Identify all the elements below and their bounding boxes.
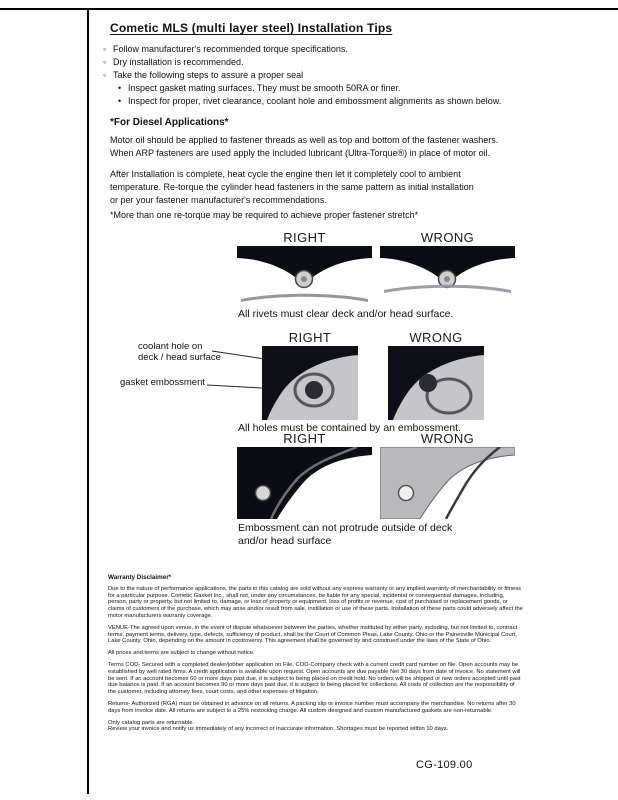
right-label: RIGHT <box>283 230 326 245</box>
text-line: or per your fastener manufacturer's recommendations. <box>110 195 327 205</box>
list-subitem: • Inspect gasket mating surfaces. They must be smooth 50RA or finer. <box>118 82 501 95</box>
warranty-disclaimer <box>108 575 523 738</box>
warranty-heading: Warranty Disclaimer* <box>108 574 172 581</box>
warranty-paragraph: Only catalog parts are returnable. <box>108 719 195 726</box>
protrusion-wrong-illustration <box>380 447 515 519</box>
warranty-paragraph: Review your invoice and notify us immediately of any incorrect or inaccurate information. Shortages must be reported within 10 days. <box>108 726 449 733</box>
caption-rivets: All rivets must clear deck and/or head surface. <box>238 308 454 320</box>
wrong-label: WRONG <box>420 230 475 245</box>
list-item: ◦ Dry installation is recommended. <box>103 56 501 69</box>
text-line: and/or head surface <box>238 535 332 547</box>
page-code: CG-109.00 <box>416 759 473 771</box>
caption-protrusion <box>238 522 452 548</box>
text-line: Motor oil should be applied to fastener threads as well as top and bottom of the fastener washers. <box>110 135 499 145</box>
gasket-embossment-callout: gasket embossment <box>120 377 206 388</box>
diesel-paragraph-1 <box>110 134 498 160</box>
text-line: deck / head surface <box>138 352 221 363</box>
figure-rivet-clearance-right <box>237 246 372 304</box>
text-line: coolant hole on <box>138 341 203 352</box>
warranty-paragraph: Due to the nature of performance applications, the parts in this catalog are sold without any express warranty or any implied warranty of merchantability or fitness for a particular purpose. Cometic Gasket Inc., shall not, under any circumstances, be liable for any special, incidental or consequential damages, including, person, party or property, but not limited to, damage, or loss of property or equipment, loss of profits or revenue, cost of purchased or replacement goods, or claims of customers of the purchase, which may arise and/or result from sale, instillation or use of these parts. Installation of these parts could adversely affect the motor manufacturers warranty coverage. <box>108 585 523 619</box>
containment-wrong-illustration <box>388 346 484 420</box>
wrong-label: WRONG <box>420 431 475 446</box>
list-item: ◦ Take the following steps to assure a proper seal <box>103 69 501 82</box>
warranty-paragraph: All prices and terms are subject to change without notice. <box>108 650 255 657</box>
list-item: ◦ Follow manufacturer's recommended torque specifications. <box>103 43 501 56</box>
protrusion-right-illustration <box>237 447 372 519</box>
right-label: RIGHT <box>283 431 326 446</box>
figure-embossment-containment-wrong <box>388 346 484 420</box>
containment-right-illustration <box>262 346 358 420</box>
caption-holes: All holes must be contained by an embossment. <box>238 422 461 434</box>
rivet-right-illustration <box>237 246 372 304</box>
text-line: After Installation is complete, heat cycle the engine then let it completely cool to ambient <box>110 169 461 179</box>
installation-tips-list <box>103 43 501 108</box>
figure-rivet-clearance-wrong <box>380 246 515 304</box>
text-line: temperature. Re-torque the cylinder head fasteners in the same pattern as initial installation <box>110 182 474 192</box>
diesel-paragraph-2 <box>110 168 474 207</box>
wrong-label: WRONG <box>409 330 463 345</box>
list-subitem: • Inspect for proper, rivet clearance, coolant hole and embossment alignments as shown below. <box>118 95 501 108</box>
page-title: Cometic MLS (multi layer steel) Installation Tips <box>110 21 393 35</box>
warranty-paragraph: VENUE-The agreed upon venue, in the event of dispute whatsoever between the parties, whether instituted by either party, including, but not limited to, contract terms, payment terms, delivery, type, defects, sufficiency of product, shall be the Court of Common Pleas, Lake County, Ohio or the Painesville Municipal Court, Lake County, Ohio, depending on the amount in controversy. This agreement shall be governed by and construed under the laws of the State of Ohio. <box>108 624 518 645</box>
page-border-top <box>0 8 618 10</box>
rivet-wrong-illustration <box>380 246 515 304</box>
retorque-note: *More than one re-torque may be required to achieve proper fastener stretch* <box>110 210 419 220</box>
figure-embossment-protrusion-wrong <box>380 447 515 519</box>
page-border-left <box>87 8 89 794</box>
text-line: When ARP fasteners are used apply the included lubricant (Ultra-Torque®) in place of motor oil. <box>110 148 491 158</box>
figure-embossment-protrusion-right <box>237 447 372 519</box>
diesel-applications-heading: *For Diesel Applications* <box>110 117 229 128</box>
text-line: Embossment can not protrude outside of deck <box>238 522 453 534</box>
figure-embossment-containment-right <box>262 346 358 420</box>
warranty-paragraph: Returns- Authorized (RGA) must be obtained in advance on all returns. A packing slip or invoice number must accompany the merchandise. No returns after 30 days from invoice date. All returns are subject to a 25% restocking charge. All custom designed and custom manufactured gaskets are non-returnable. <box>108 700 516 714</box>
right-label: RIGHT <box>288 330 332 345</box>
warranty-paragraph: Terms COD- Secured with a completed dealer/jobber application on File, COD-Company check with a current credit card number on file. Open accounts may be established by well rated firms. A credit application is available upon request. Open accounts are due payable Net 30 days from date of invoice. No statement will be sent. If an account becomes 60 or more days past due, it is subject to being placed on credit hold. No orders will be shipped or new orders accepted until past due balance is paid. If an account becomes 90 or more days past due, it is subject to being placed for collections. All costs of collection are the responsibility of the customer, including attorney fees, court costs, and other expenses of litigation. <box>108 661 521 696</box>
